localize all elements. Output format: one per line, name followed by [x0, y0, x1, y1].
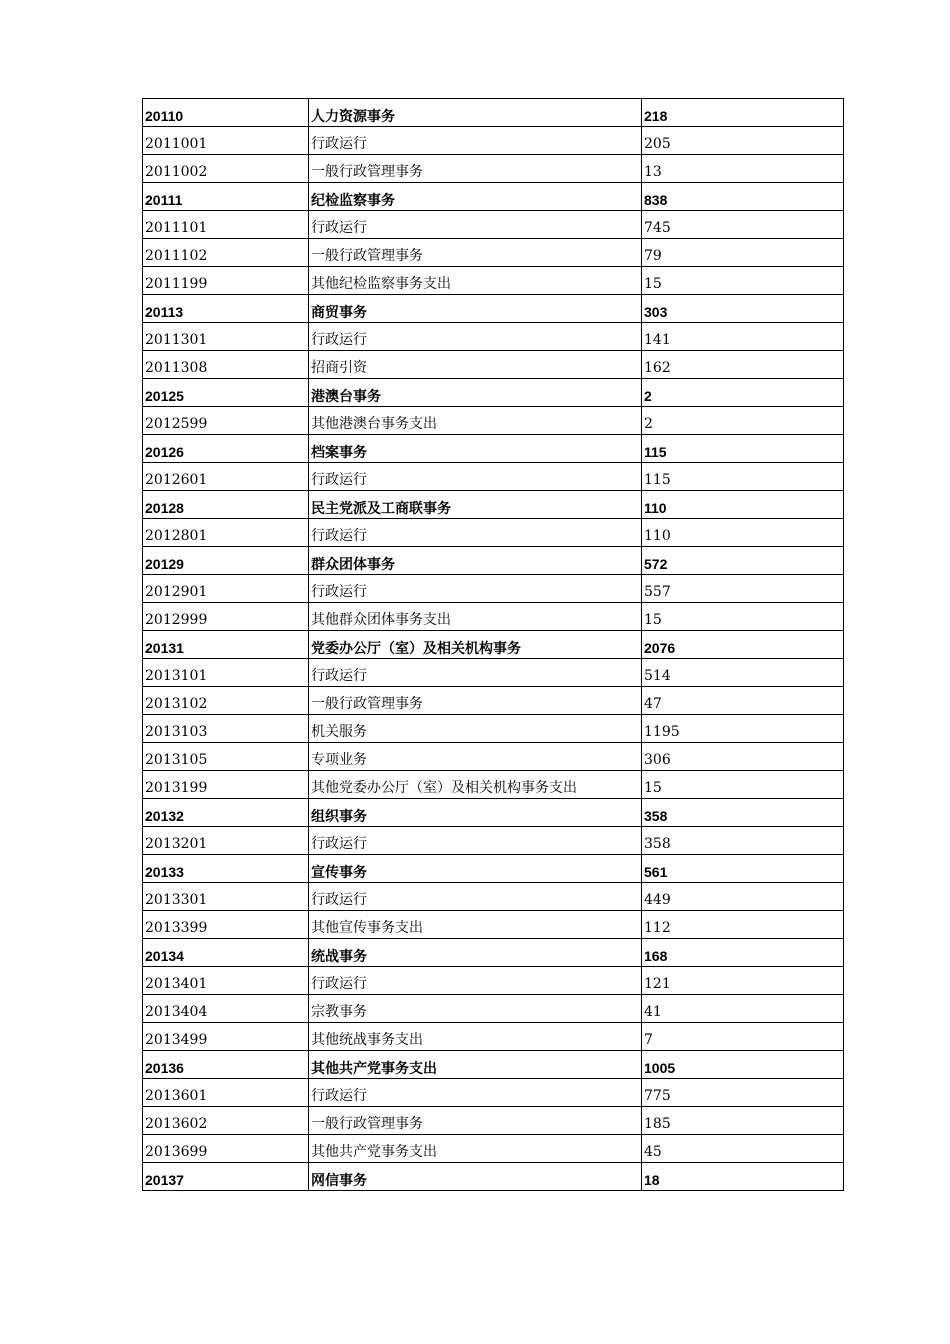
- subject-code-cell: 2011001: [143, 127, 309, 155]
- subject-name-cell: 其他港澳台事务支出: [309, 407, 642, 435]
- subject-name-cell: 港澳台事务: [309, 379, 642, 407]
- subitem-row: [143, 687, 844, 715]
- amount-cell: 2: [642, 407, 844, 435]
- amount-cell: 47: [642, 687, 844, 715]
- subject-name-cell: 网信事务: [309, 1163, 642, 1191]
- subject-code-cell: 2012901: [143, 575, 309, 603]
- category-row: [143, 99, 844, 127]
- subject-name-cell: 其他统战事务支出: [309, 1023, 642, 1051]
- subject-code-cell: 2012601: [143, 463, 309, 491]
- subject-code-cell: 20134: [143, 939, 309, 967]
- amount-cell: 7: [642, 1023, 844, 1051]
- subject-code-cell: 2013201: [143, 827, 309, 855]
- subitem-row: [143, 407, 844, 435]
- subject-code-cell: 2013404: [143, 995, 309, 1023]
- subitem-row: [143, 603, 844, 631]
- amount-cell: 2: [642, 379, 844, 407]
- subject-name-cell: 招商引资: [309, 351, 642, 379]
- subitem-row: [143, 827, 844, 855]
- subject-code-cell: 2012999: [143, 603, 309, 631]
- subject-code-cell: 2011301: [143, 323, 309, 351]
- subject-name-cell: 一般行政管理事务: [309, 155, 642, 183]
- subject-name-cell: 行政运行: [309, 967, 642, 995]
- subject-name-cell: 党委办公厅（室）及相关机构事务: [309, 631, 642, 659]
- subject-code-cell: 2011002: [143, 155, 309, 183]
- subject-code-cell: 20125: [143, 379, 309, 407]
- category-row: [143, 631, 844, 659]
- subject-code-cell: 2013401: [143, 967, 309, 995]
- amount-cell: 561: [642, 855, 844, 883]
- subject-name-cell: 行政运行: [309, 659, 642, 687]
- subject-name-cell: 行政运行: [309, 463, 642, 491]
- subject-code-cell: 2011101: [143, 211, 309, 239]
- category-row: [143, 1051, 844, 1079]
- subject-code-cell: 20132: [143, 799, 309, 827]
- subitem-row: [143, 575, 844, 603]
- subject-code-cell: 2012801: [143, 519, 309, 547]
- subitem-row: [143, 743, 844, 771]
- subject-name-cell: 行政运行: [309, 323, 642, 351]
- amount-cell: 745: [642, 211, 844, 239]
- subject-code-cell: 2013199: [143, 771, 309, 799]
- subitem-row: [143, 659, 844, 687]
- amount-cell: 1005: [642, 1051, 844, 1079]
- subject-name-cell: 人力资源事务: [309, 99, 642, 127]
- category-row: [143, 183, 844, 211]
- subitem-row: [143, 1079, 844, 1107]
- subject-name-cell: 商贸事务: [309, 295, 642, 323]
- subject-name-cell: 专项业务: [309, 743, 642, 771]
- category-row: [143, 799, 844, 827]
- amount-cell: 13: [642, 155, 844, 183]
- subject-code-cell: 2011199: [143, 267, 309, 295]
- subject-code-cell: 20131: [143, 631, 309, 659]
- amount-cell: 110: [642, 491, 844, 519]
- subject-code-cell: 20133: [143, 855, 309, 883]
- subject-name-cell: 其他群众团体事务支出: [309, 603, 642, 631]
- category-row: [143, 939, 844, 967]
- amount-cell: 45: [642, 1135, 844, 1163]
- amount-cell: 449: [642, 883, 844, 911]
- subject-name-cell: 行政运行: [309, 127, 642, 155]
- subitem-row: [143, 463, 844, 491]
- subject-name-cell: 档案事务: [309, 435, 642, 463]
- subject-code-cell: 20110: [143, 99, 309, 127]
- subject-name-cell: 其他宣传事务支出: [309, 911, 642, 939]
- subject-code-cell: 2011308: [143, 351, 309, 379]
- subject-code-cell: 2013103: [143, 715, 309, 743]
- subitem-row: [143, 995, 844, 1023]
- subitem-row: [143, 1135, 844, 1163]
- subitem-row: [143, 519, 844, 547]
- subject-name-cell: 其他共产党事务支出: [309, 1135, 642, 1163]
- subject-code-cell: 20129: [143, 547, 309, 575]
- subject-name-cell: 宗教事务: [309, 995, 642, 1023]
- amount-cell: 557: [642, 575, 844, 603]
- subject-name-cell: 行政运行: [309, 883, 642, 911]
- amount-cell: 18: [642, 1163, 844, 1191]
- subitem-row: [143, 127, 844, 155]
- subject-code-cell: 2013105: [143, 743, 309, 771]
- amount-cell: 15: [642, 771, 844, 799]
- subitem-row: [143, 911, 844, 939]
- amount-cell: 1195: [642, 715, 844, 743]
- amount-cell: 15: [642, 267, 844, 295]
- amount-cell: 358: [642, 827, 844, 855]
- subitem-row: [143, 267, 844, 295]
- subject-name-cell: 机关服务: [309, 715, 642, 743]
- amount-cell: 2076: [642, 631, 844, 659]
- subject-name-cell: 纪检监察事务: [309, 183, 642, 211]
- category-row: [143, 547, 844, 575]
- subject-code-cell: 20113: [143, 295, 309, 323]
- subitem-row: [143, 155, 844, 183]
- subject-code-cell: 20128: [143, 491, 309, 519]
- amount-cell: 218: [642, 99, 844, 127]
- amount-cell: 79: [642, 239, 844, 267]
- subject-name-cell: 行政运行: [309, 1079, 642, 1107]
- subitem-row: [143, 351, 844, 379]
- subject-name-cell: 行政运行: [309, 827, 642, 855]
- amount-cell: 572: [642, 547, 844, 575]
- subject-code-cell: 2013499: [143, 1023, 309, 1051]
- subitem-row: [143, 771, 844, 799]
- subject-name-cell: 宣传事务: [309, 855, 642, 883]
- subject-code-cell: 2013301: [143, 883, 309, 911]
- subject-code-cell: 2011102: [143, 239, 309, 267]
- amount-cell: 205: [642, 127, 844, 155]
- amount-cell: 358: [642, 799, 844, 827]
- subject-code-cell: 2012599: [143, 407, 309, 435]
- subject-name-cell: 民主党派及工商联事务: [309, 491, 642, 519]
- amount-cell: 110: [642, 519, 844, 547]
- subitem-row: [143, 1023, 844, 1051]
- category-row: [143, 855, 844, 883]
- subitem-row: [143, 211, 844, 239]
- subject-name-cell: 其他共产党事务支出: [309, 1051, 642, 1079]
- subject-code-cell: 20137: [143, 1163, 309, 1191]
- subject-name-cell: 其他纪检监察事务支出: [309, 267, 642, 295]
- subitem-row: [143, 323, 844, 351]
- subitem-row: [143, 1107, 844, 1135]
- amount-cell: 185: [642, 1107, 844, 1135]
- subject-name-cell: 统战事务: [309, 939, 642, 967]
- subject-code-cell: 2013602: [143, 1107, 309, 1135]
- amount-cell: 514: [642, 659, 844, 687]
- amount-cell: 838: [642, 183, 844, 211]
- category-row: [143, 379, 844, 407]
- amount-cell: 15: [642, 603, 844, 631]
- subject-name-cell: 其他党委办公厅（室）及相关机构事务支出: [309, 771, 642, 799]
- category-row: [143, 295, 844, 323]
- subject-code-cell: 2013699: [143, 1135, 309, 1163]
- category-row: [143, 435, 844, 463]
- budget-table-body: [143, 99, 844, 1191]
- subject-name-cell: 一般行政管理事务: [309, 1107, 642, 1135]
- subitem-row: [143, 715, 844, 743]
- amount-cell: 115: [642, 435, 844, 463]
- subject-name-cell: 组织事务: [309, 799, 642, 827]
- amount-cell: 306: [642, 743, 844, 771]
- amount-cell: 115: [642, 463, 844, 491]
- subject-code-cell: 2013601: [143, 1079, 309, 1107]
- subject-name-cell: 一般行政管理事务: [309, 687, 642, 715]
- amount-cell: 775: [642, 1079, 844, 1107]
- subject-code-cell: 2013399: [143, 911, 309, 939]
- amount-cell: 141: [642, 323, 844, 351]
- subject-name-cell: 一般行政管理事务: [309, 239, 642, 267]
- subject-code-cell: 2013101: [143, 659, 309, 687]
- amount-cell: 162: [642, 351, 844, 379]
- amount-cell: 121: [642, 967, 844, 995]
- subject-code-cell: 20111: [143, 183, 309, 211]
- subject-name-cell: 行政运行: [309, 519, 642, 547]
- category-row: [143, 1163, 844, 1191]
- amount-cell: 303: [642, 295, 844, 323]
- budget-table: [142, 98, 844, 1191]
- amount-cell: 112: [642, 911, 844, 939]
- amount-cell: 41: [642, 995, 844, 1023]
- subject-code-cell: 2013102: [143, 687, 309, 715]
- subitem-row: [143, 239, 844, 267]
- subitem-row: [143, 967, 844, 995]
- subject-code-cell: 20126: [143, 435, 309, 463]
- subject-name-cell: 群众团体事务: [309, 547, 642, 575]
- subject-code-cell: 20136: [143, 1051, 309, 1079]
- category-row: [143, 491, 844, 519]
- subitem-row: [143, 883, 844, 911]
- subject-name-cell: 行政运行: [309, 211, 642, 239]
- amount-cell: 168: [642, 939, 844, 967]
- subject-name-cell: 行政运行: [309, 575, 642, 603]
